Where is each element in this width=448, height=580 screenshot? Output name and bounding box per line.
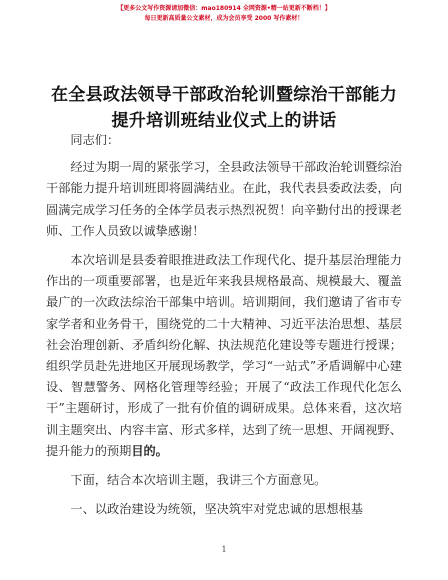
title-line-2: 提升培训班结业仪式上的讲话 xyxy=(111,111,337,131)
header-banner xyxy=(0,4,448,24)
title-line-1: 在全县政法领导干部政治轮训暨综治干部能力 xyxy=(51,85,397,105)
paragraph-training-end: 目的。 xyxy=(131,443,168,458)
paragraph-training-overview xyxy=(46,250,402,462)
salutation: 同志们： xyxy=(70,133,120,147)
banner-line-2: 每日更新高质量公文素材，成为会员享受 2000 写作素材！ xyxy=(144,15,304,22)
section-heading-1: 一、以政治建设为统领，坚决筑牢对党忠诚的思想根基 xyxy=(70,502,363,517)
paragraph-opening: 经过为期一周的紧张学习，全县政法领导干部政治轮训暨综治干部能力提升培训班即将圆满结业。在此，我代表县委政法委，向圆满完成学习任务的全体学员表示热烈祝贺！向辛勤付出的授课老师、工作人员致以诚挚感谢！ xyxy=(46,160,402,238)
paragraph-transition: 下面，结合本次培训主题，我讲三个方面意见。 xyxy=(70,473,327,488)
document-body xyxy=(46,130,402,528)
document-title xyxy=(24,82,424,134)
page-number: 1 xyxy=(221,545,227,554)
banner-line-1: 【更多公文写作资源请加微信：mao180914 全网资源•精一站更新不断档！】 xyxy=(117,5,331,12)
paragraph-training-text: 本次培训是县委着眼推进政法工作现代化、提升基层治理能力作出的一项重要部署，也是近年来我县规格最高、规模最大、覆盖最广的一次政法综治干部集中培训。培训期间，我们邀请了省市专家学者和业务骨干，围绕党的二十大精神、习近平法治思想、基层社会治理创新、矛盾纠纷化解、执法规范化建设等专题进行授课；组织学员赴先进地区开展现场教学，学习“一站式”矛盾调解中心建设、智慧警务、网格化管理等经验；开展了“政法工作现代化怎么干”主题研讨，形成了一批有价值的调研成果。总体来看，这次培训主题突出、内容丰富、形式多样，达到了统一思想、开阔视野、提升能力的预期 xyxy=(46,253,402,458)
